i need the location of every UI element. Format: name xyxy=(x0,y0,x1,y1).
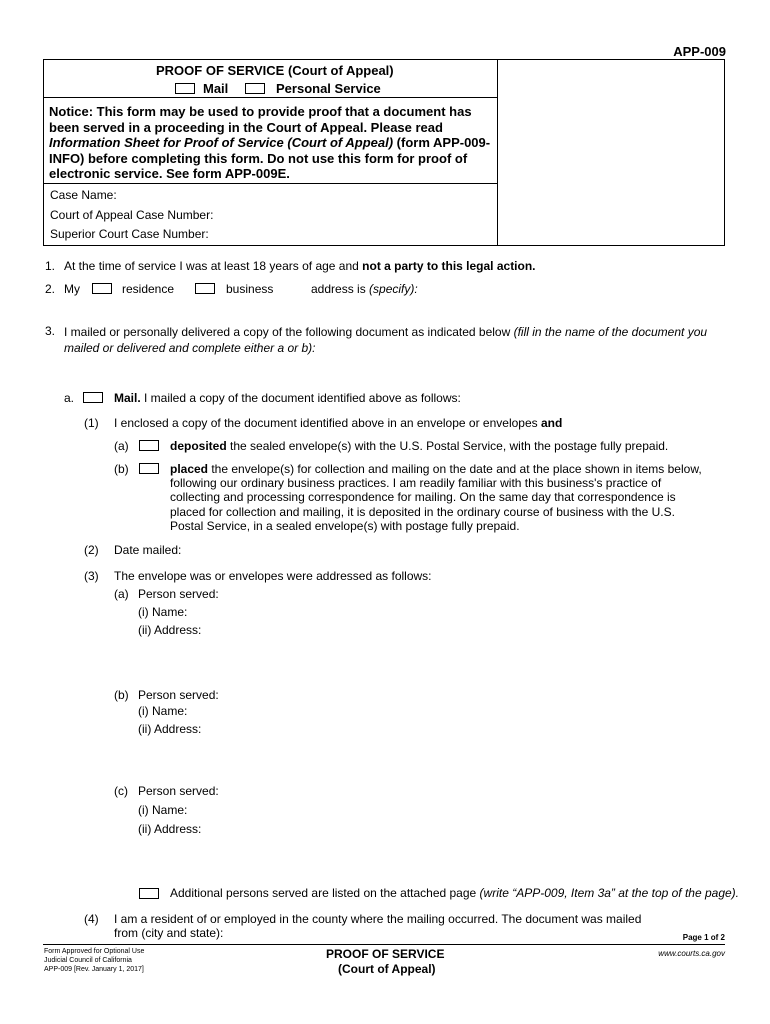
item-1-number: 1. xyxy=(45,259,56,273)
business-label: business xyxy=(226,282,274,296)
notice-text: Notice: This form may be used to provide proof that a document has been served in a proceeding in the Court of Appeal. Please read Information Sheet for Proof of Service (Court of Appeal) (form APP-009-INFO) before completing this form. Do not use this form for proof of electronic service. See form APP-009E. xyxy=(49,104,491,182)
person-a-served: Person served: xyxy=(138,587,219,601)
person-b-label: (b) xyxy=(114,688,129,702)
option-b-label: (b) xyxy=(114,462,129,476)
person-a-name: (i) Name: xyxy=(138,605,188,619)
person-a-address: (ii) Address: xyxy=(138,623,202,637)
additional-persons-text: Additional persons served are listed on the attached page (write “APP-009, Item 3a” at the top of the page). xyxy=(170,886,740,900)
option-a-label: (a) xyxy=(114,439,129,453)
superior-case-number-label: Superior Court Case Number: xyxy=(50,227,209,241)
subitem-1-text: I enclosed a copy of the document identified above in an envelope or envelopes and xyxy=(114,416,563,430)
person-c-label: (c) xyxy=(114,784,128,798)
address-label: address is (specify): xyxy=(311,282,418,296)
item-3-number: 3. xyxy=(45,324,56,338)
footer-approval: Form Approved for Optional Use xyxy=(44,948,145,955)
form-title: PROOF OF SERVICE (Court of Appeal) xyxy=(156,63,394,78)
footer-revision: APP-009 [Rev. January 1, 2017] xyxy=(44,966,144,973)
person-c-served: Person served: xyxy=(138,784,219,798)
subitem-3-number: (3) xyxy=(84,569,99,583)
notice-info-sheet-title: Information Sheet for Proof of Service (Court of Appeal) xyxy=(49,135,394,151)
personal-service-label: Personal Service xyxy=(276,81,381,96)
placed-text: placed the envelope(s) for collection and mailing on the date and at the place shown in items below, following our ordinary business practices. I am readily familiar with this business's practice of collecting and processing correspondence for mailing. On the same day that correspondence is placed for collection and mailing, it is deposited in the ordinary course of business with the U.S. Postal Service, in a sealed envelope(s) with postage fully prepaid. xyxy=(170,462,702,533)
additional-persons-checkbox[interactable] xyxy=(139,888,159,899)
business-checkbox[interactable] xyxy=(195,283,215,294)
personal-service-checkbox[interactable] xyxy=(245,83,265,94)
person-b-served: Person served: xyxy=(138,688,219,702)
page-number: Page 1 of 2 xyxy=(682,933,725,942)
footer-title: PROOF OF SERVICE xyxy=(326,947,445,961)
court-stamp-area[interactable] xyxy=(498,60,724,245)
form-code: APP-009 xyxy=(673,44,726,59)
item-1-text: At the time of service I was at least 18 years of age and not a party to this legal action. xyxy=(64,259,536,273)
subitem-1-number: (1) xyxy=(84,416,99,430)
subitem-2-number: (2) xyxy=(84,543,99,557)
notice-divider xyxy=(43,183,498,184)
appeal-case-number-label: Court of Appeal Case Number: xyxy=(50,208,214,222)
deposited-text: deposited the sealed envelope(s) with the U.S. Postal Service, with the postage fully prepaid. xyxy=(170,439,669,453)
person-b-address: (ii) Address: xyxy=(138,722,202,736)
item-2-number: 2. xyxy=(45,282,56,296)
item-2-my: My xyxy=(64,282,80,296)
mailed-from-text: I am a resident of or employed in the county where the mailing occurred. The document was mailed from (city and state): xyxy=(114,912,642,940)
person-c-name: (i) Name: xyxy=(138,803,188,817)
residence-label: residence xyxy=(122,282,175,296)
residence-checkbox[interactable] xyxy=(92,283,112,294)
footer-divider xyxy=(43,944,725,945)
footer-council: Judicial Council of California xyxy=(44,957,132,964)
mail-section-label: a. xyxy=(64,391,75,405)
mail-section-checkbox[interactable] xyxy=(83,392,103,403)
person-b-name: (i) Name: xyxy=(138,704,188,718)
addressed-as-follows-text: The envelope was or envelopes were addressed as follows: xyxy=(114,569,432,583)
item-3-text: I mailed or personally delivered a copy of the following document as indicated below (fill in the name of the document you mailed or delivered and complete either a or b): xyxy=(64,325,708,355)
footer-subtitle: (Court of Appeal) xyxy=(338,962,436,976)
subitem-4-number: (4) xyxy=(84,912,99,926)
case-name-label: Case Name: xyxy=(50,188,117,202)
deposited-checkbox[interactable] xyxy=(139,440,159,451)
footer-url[interactable]: www.courts.ca.gov xyxy=(658,949,725,958)
person-c-address: (ii) Address: xyxy=(138,822,202,836)
mail-checkbox[interactable] xyxy=(175,83,195,94)
placed-checkbox[interactable] xyxy=(139,463,159,474)
date-mailed-label: Date mailed: xyxy=(114,543,182,557)
mail-section-text: Mail. I mailed a copy of the document identified above as follows: xyxy=(114,391,461,405)
mail-label: Mail xyxy=(203,81,229,96)
person-a-label: (a) xyxy=(114,587,129,601)
title-divider xyxy=(43,97,498,98)
